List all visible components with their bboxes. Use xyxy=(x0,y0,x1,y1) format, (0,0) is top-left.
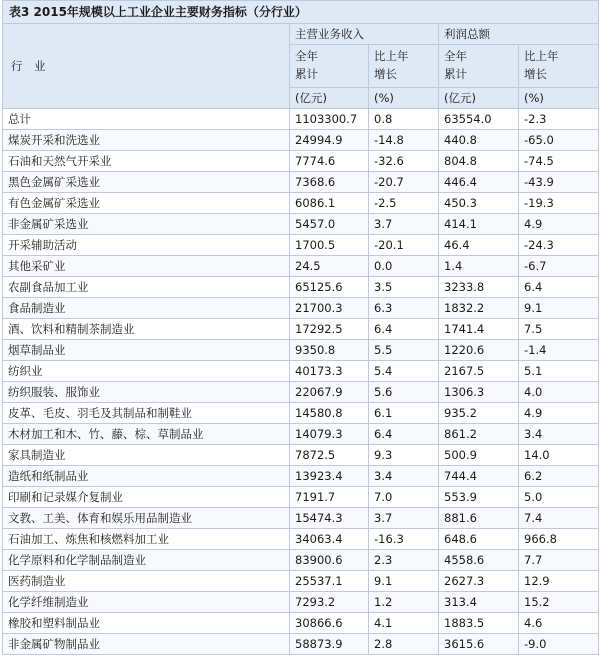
table-row xyxy=(3,529,599,550)
revenue-value: 65125.6 xyxy=(290,277,369,298)
revenue-value: 58873.9 xyxy=(290,634,369,655)
table-row xyxy=(3,466,599,487)
table-row xyxy=(3,277,599,298)
revenue-value: 7872.5 xyxy=(290,445,369,466)
profit-value: 3615.6 xyxy=(439,634,519,655)
table-row xyxy=(3,319,599,340)
industry-name: 酒、饮料和精制茶制造业 xyxy=(3,319,290,340)
revenue-growth-value: -20.1 xyxy=(369,235,439,256)
table-row xyxy=(3,403,599,424)
revenue-value: 13923.4 xyxy=(290,466,369,487)
profit-growth-unit: (%) xyxy=(519,88,599,109)
profit-group-header: 利润总额 xyxy=(439,24,599,45)
table-row xyxy=(3,508,599,529)
profit-growth-value: 7.5 xyxy=(519,319,599,340)
industry-name: 化学原料和化学制品制造业 xyxy=(3,550,290,571)
revenue-value: 24994.9 xyxy=(290,130,369,151)
profit-value: 1.4 xyxy=(439,256,519,277)
revenue-value: 40173.3 xyxy=(290,361,369,382)
profit-unit: (亿元) xyxy=(439,88,519,109)
profit-value: 500.9 xyxy=(439,445,519,466)
profit-growth-header: 比上年 增长 xyxy=(519,45,599,88)
table-row xyxy=(3,256,599,277)
industry-name: 文教、工美、体育和娱乐用品制造业 xyxy=(3,508,290,529)
revenue-growth-unit: (%) xyxy=(369,88,439,109)
profit-value: 2627.3 xyxy=(439,571,519,592)
profit-growth-value: 4.0 xyxy=(519,382,599,403)
industry-name: 非金属矿物制品业 xyxy=(3,634,290,655)
revenue-value: 14580.8 xyxy=(290,403,369,424)
industry-name: 化学纤维制造业 xyxy=(3,592,290,613)
profit-growth-value: 14.0 xyxy=(519,445,599,466)
industry-name: 黑色金属矿采选业 xyxy=(3,172,290,193)
profit-growth-value: 3.4 xyxy=(519,424,599,445)
profit-value: 450.3 xyxy=(439,193,519,214)
table-row xyxy=(3,382,599,403)
revenue-growth-value: 5.6 xyxy=(369,382,439,403)
revenue-value: 15474.3 xyxy=(290,508,369,529)
revenue-growth-value: 0.0 xyxy=(369,256,439,277)
industry-name: 食品制造业 xyxy=(3,298,290,319)
table-row xyxy=(3,235,599,256)
revenue-value: 1700.5 xyxy=(290,235,369,256)
table-body xyxy=(3,109,599,655)
revenue-growth-value: 0.8 xyxy=(369,109,439,130)
revenue-value: 83900.6 xyxy=(290,550,369,571)
industry-name: 家具制造业 xyxy=(3,445,290,466)
industry-name: 有色金属矿采选业 xyxy=(3,193,290,214)
table-row xyxy=(3,298,599,319)
revenue-unit: (亿元) xyxy=(290,88,369,109)
revenue-value: 24.5 xyxy=(290,256,369,277)
profit-growth-value: 966.8 xyxy=(519,529,599,550)
industry-name: 煤炭开采和洗选业 xyxy=(3,130,290,151)
revenue-value: 30866.6 xyxy=(290,613,369,634)
revenue-group-header: 主营业务收入 xyxy=(290,24,439,45)
revenue-growth-value: 5.4 xyxy=(369,361,439,382)
revenue-growth-value: -32.6 xyxy=(369,151,439,172)
revenue-growth-value: 1.2 xyxy=(369,592,439,613)
revenue-growth-value: 6.1 xyxy=(369,403,439,424)
profit-value: 46.4 xyxy=(439,235,519,256)
industry-name: 总计 xyxy=(3,109,290,130)
profit-value: 1832.2 xyxy=(439,298,519,319)
industry-name: 橡胶和塑料制品业 xyxy=(3,613,290,634)
profit-value: 1883.5 xyxy=(439,613,519,634)
profit-growth-value: -65.0 xyxy=(519,130,599,151)
revenue-value: 7293.2 xyxy=(290,592,369,613)
profit-growth-value: -2.3 xyxy=(519,109,599,130)
revenue-value: 6086.1 xyxy=(290,193,369,214)
table-row xyxy=(3,445,599,466)
revenue-growth-value: 3.7 xyxy=(369,214,439,235)
revenue-value: 34063.4 xyxy=(290,529,369,550)
industry-name: 木材加工和木、竹、藤、棕、草制品业 xyxy=(3,424,290,445)
profit-value: 1220.6 xyxy=(439,340,519,361)
financial-indicators-table xyxy=(2,0,599,655)
revenue-growth-value: -14.8 xyxy=(369,130,439,151)
industry-name: 造纸和纸制品业 xyxy=(3,466,290,487)
industry-name: 非金属矿采选业 xyxy=(3,214,290,235)
profit-value: 1741.4 xyxy=(439,319,519,340)
revenue-growth-value: 9.3 xyxy=(369,445,439,466)
revenue-growth-value: 6.3 xyxy=(369,298,439,319)
revenue-growth-value: -16.3 xyxy=(369,529,439,550)
profit-value: 553.9 xyxy=(439,487,519,508)
profit-growth-value: -74.5 xyxy=(519,151,599,172)
industry-name: 石油加工、炼焦和核燃料加工业 xyxy=(3,529,290,550)
table-caption: 表3 2015年规模以上工业企业主要财务指标（分行业） xyxy=(3,1,599,24)
profit-growth-value: 6.4 xyxy=(519,277,599,298)
profit-value: 804.8 xyxy=(439,151,519,172)
industry-name: 印刷和记录媒介复制业 xyxy=(3,487,290,508)
industry-name: 石油和天然气开采业 xyxy=(3,151,290,172)
profit-growth-value: 5.1 xyxy=(519,361,599,382)
profit-value: 2167.5 xyxy=(439,361,519,382)
table-row xyxy=(3,151,599,172)
profit-value: 744.4 xyxy=(439,466,519,487)
revenue-full-year-header: 全年 累计 xyxy=(290,45,369,88)
profit-growth-value: 5.0 xyxy=(519,487,599,508)
revenue-growth-value: 3.7 xyxy=(369,508,439,529)
profit-growth-value: -9.0 xyxy=(519,634,599,655)
revenue-value: 7191.7 xyxy=(290,487,369,508)
revenue-value: 1103300.7 xyxy=(290,109,369,130)
profit-growth-value: 4.9 xyxy=(519,214,599,235)
revenue-growth-value: -20.7 xyxy=(369,172,439,193)
table-row xyxy=(3,214,599,235)
profit-full-year-header: 全年 累计 xyxy=(439,45,519,88)
profit-growth-value: -24.3 xyxy=(519,235,599,256)
revenue-value: 7774.6 xyxy=(290,151,369,172)
profit-growth-value: 4.6 xyxy=(519,613,599,634)
table-row xyxy=(3,634,599,655)
revenue-growth-value: 7.0 xyxy=(369,487,439,508)
industry-name: 农副食品加工业 xyxy=(3,277,290,298)
profit-growth-value: -1.4 xyxy=(519,340,599,361)
revenue-value: 17292.5 xyxy=(290,319,369,340)
industry-name: 皮革、毛皮、羽毛及其制品和制鞋业 xyxy=(3,403,290,424)
table-row xyxy=(3,361,599,382)
profit-growth-value: 9.1 xyxy=(519,298,599,319)
table-row xyxy=(3,193,599,214)
revenue-value: 22067.9 xyxy=(290,382,369,403)
profit-value: 935.2 xyxy=(439,403,519,424)
profit-value: 861.2 xyxy=(439,424,519,445)
profit-value: 313.4 xyxy=(439,592,519,613)
revenue-growth-value: 6.4 xyxy=(369,424,439,445)
profit-value: 1306.3 xyxy=(439,382,519,403)
industry-name: 纺织业 xyxy=(3,361,290,382)
profit-growth-value: 7.4 xyxy=(519,508,599,529)
profit-value: 648.6 xyxy=(439,529,519,550)
revenue-growth-value: 4.1 xyxy=(369,613,439,634)
table-row xyxy=(3,613,599,634)
industry-name: 医药制造业 xyxy=(3,571,290,592)
industry-column-header: 行 业 xyxy=(3,24,290,109)
profit-growth-value: 6.2 xyxy=(519,466,599,487)
table-row xyxy=(3,109,599,130)
profit-value: 63554.0 xyxy=(439,109,519,130)
profit-growth-value: -6.7 xyxy=(519,256,599,277)
revenue-growth-header: 比上年 增长 xyxy=(369,45,439,88)
table-row xyxy=(3,340,599,361)
profit-value: 3233.8 xyxy=(439,277,519,298)
table-row xyxy=(3,550,599,571)
industry-name: 其他采矿业 xyxy=(3,256,290,277)
industry-name: 纺织服装、服饰业 xyxy=(3,382,290,403)
table-row xyxy=(3,424,599,445)
revenue-value: 25537.1 xyxy=(290,571,369,592)
table-row xyxy=(3,172,599,193)
profit-growth-value: -19.3 xyxy=(519,193,599,214)
revenue-growth-value: 2.8 xyxy=(369,634,439,655)
financial-indicators-table-container xyxy=(2,0,598,655)
revenue-growth-value: 5.5 xyxy=(369,340,439,361)
profit-value: 440.8 xyxy=(439,130,519,151)
revenue-growth-value: 3.5 xyxy=(369,277,439,298)
table-row xyxy=(3,487,599,508)
profit-growth-value: 7.7 xyxy=(519,550,599,571)
revenue-growth-value: 2.3 xyxy=(369,550,439,571)
profit-growth-value: 12.9 xyxy=(519,571,599,592)
revenue-value: 14079.3 xyxy=(290,424,369,445)
industry-name: 烟草制品业 xyxy=(3,340,290,361)
table-row xyxy=(3,130,599,151)
revenue-value: 21700.3 xyxy=(290,298,369,319)
profit-value: 4558.6 xyxy=(439,550,519,571)
industry-name: 开采辅助活动 xyxy=(3,235,290,256)
revenue-value: 9350.8 xyxy=(290,340,369,361)
revenue-growth-value: 3.4 xyxy=(369,466,439,487)
revenue-value: 7368.6 xyxy=(290,172,369,193)
table-row xyxy=(3,571,599,592)
revenue-growth-value: 6.4 xyxy=(369,319,439,340)
profit-growth-value: 4.9 xyxy=(519,403,599,424)
profit-value: 446.4 xyxy=(439,172,519,193)
profit-value: 881.6 xyxy=(439,508,519,529)
revenue-growth-value: 9.1 xyxy=(369,571,439,592)
profit-value: 414.1 xyxy=(439,214,519,235)
table-row xyxy=(3,592,599,613)
profit-growth-value: -43.9 xyxy=(519,172,599,193)
revenue-value: 5457.0 xyxy=(290,214,369,235)
profit-growth-value: 15.2 xyxy=(519,592,599,613)
revenue-growth-value: -2.5 xyxy=(369,193,439,214)
